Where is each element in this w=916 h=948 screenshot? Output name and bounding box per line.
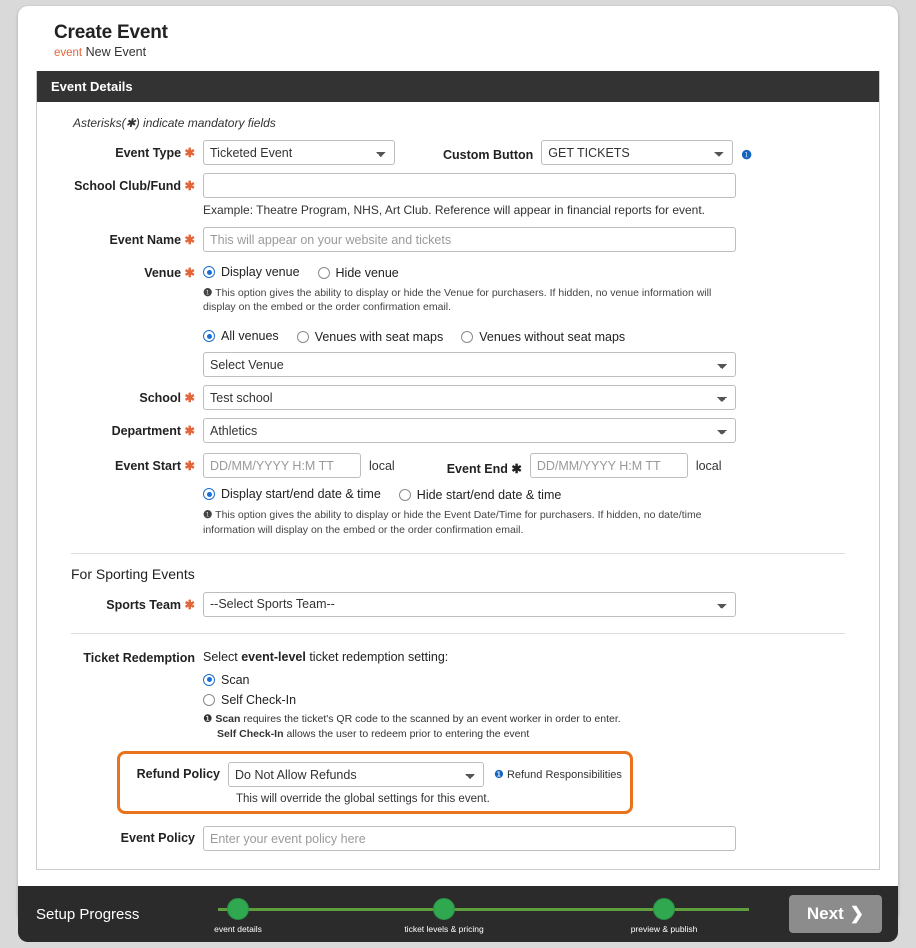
required-asterisk-icon: ✱ bbox=[184, 266, 195, 280]
venue-hide-label: Hide venue bbox=[335, 266, 399, 280]
ticket-redemption-intro bbox=[203, 646, 865, 664]
event-type-label-text: Event Type bbox=[115, 146, 182, 160]
refund-policy-highlight bbox=[117, 751, 633, 814]
required-asterisk-icon: ✱ bbox=[184, 391, 195, 406]
ticket-redemption-intro-prefix: Select bbox=[203, 649, 242, 664]
event-end-input[interactable] bbox=[530, 453, 688, 478]
school-select[interactable] bbox=[203, 385, 736, 410]
sports-team-label bbox=[51, 592, 203, 612]
department-label-text: Department bbox=[111, 424, 182, 439]
department-row bbox=[51, 418, 865, 443]
breadcrumb-current: New Event bbox=[85, 45, 147, 59]
ticket-redemption-control bbox=[203, 646, 865, 744]
event-name-input[interactable] bbox=[203, 227, 736, 252]
custom-button-select[interactable] bbox=[541, 140, 733, 165]
school-club-fund-input[interactable] bbox=[203, 173, 736, 198]
divider bbox=[71, 633, 845, 634]
school-label-text: School bbox=[139, 391, 182, 406]
venue-display-label: Display venue bbox=[221, 265, 300, 279]
department-control bbox=[203, 418, 865, 443]
venue-filter-seatmaps[interactable] bbox=[297, 326, 444, 344]
sporting-section-title: For Sporting Events bbox=[71, 565, 195, 582]
info-icon: ❶ bbox=[203, 712, 213, 725]
school-label bbox=[51, 385, 203, 405]
radio-icon[interactable] bbox=[461, 331, 473, 343]
event-start-label bbox=[51, 453, 203, 473]
setup-progress-footer bbox=[18, 886, 898, 942]
progress-bar bbox=[176, 886, 789, 942]
progress-step-ticket-levels[interactable] bbox=[389, 898, 499, 934]
redemption-scan-label: Scan bbox=[221, 672, 250, 687]
event-name-label bbox=[51, 227, 203, 247]
mandatory-fields-note: Asterisks(✱) indicate mandatory fields bbox=[73, 116, 276, 130]
venue-filter-all-label: All venues bbox=[221, 329, 279, 344]
event-start-input[interactable] bbox=[203, 453, 361, 478]
venue-visibility-group bbox=[203, 260, 865, 280]
event-datetime-control bbox=[203, 453, 865, 536]
info-icon: ❶ bbox=[494, 769, 504, 782]
department-select[interactable] bbox=[203, 418, 736, 443]
redemption-note-self-bold: Self Check-In bbox=[217, 728, 284, 741]
school-club-fund-row bbox=[51, 173, 865, 217]
event-type-select[interactable] bbox=[203, 140, 395, 165]
progress-step-preview-publish[interactable] bbox=[609, 898, 719, 934]
event-datetime-row bbox=[51, 453, 865, 536]
radio-icon[interactable] bbox=[203, 266, 215, 278]
datetime-hide-option[interactable] bbox=[399, 484, 562, 502]
required-asterisk-icon: ✱ bbox=[511, 461, 522, 476]
venue-label-text: Venue bbox=[144, 266, 182, 280]
step-dot-icon bbox=[433, 898, 455, 920]
school-club-fund-label-text: School Club/Fund bbox=[74, 179, 182, 193]
event-end-timezone: local bbox=[695, 458, 722, 473]
custom-button-label: Custom Button bbox=[443, 148, 534, 162]
radio-icon[interactable] bbox=[203, 330, 215, 342]
required-asterisk-icon: ✱ bbox=[184, 179, 195, 193]
venue-select-wrap bbox=[203, 352, 865, 377]
event-datetime-inputs bbox=[203, 453, 865, 478]
datetime-display-label: Display start/end date & time bbox=[221, 487, 381, 502]
school-club-fund-helper: Example: Theatre Program, NHS, Art Club. Reference will appear in financial reports for event. bbox=[203, 203, 706, 217]
required-asterisk-icon: ✱ bbox=[184, 597, 195, 612]
refund-policy-control bbox=[228, 762, 484, 787]
redemption-note bbox=[203, 712, 865, 744]
datetime-info-text: This option gives the ability to display or hide the Event Date/Time for purchasers. If hidden, no date/time information will display on the embed or the order confirmation email. bbox=[203, 509, 702, 536]
venue-select[interactable] bbox=[203, 352, 736, 377]
sports-team-control bbox=[203, 592, 865, 617]
datetime-hide-label: Hide start/end date & time bbox=[416, 488, 562, 503]
event-start-label-text: Event Start bbox=[115, 459, 182, 474]
step-dot-icon bbox=[227, 898, 249, 920]
event-end-label-text: Event End bbox=[446, 461, 508, 476]
school-club-fund-control bbox=[203, 173, 865, 217]
breadcrumb-prefix: event bbox=[54, 47, 83, 59]
event-policy-row bbox=[51, 826, 865, 851]
radio-icon[interactable] bbox=[203, 694, 215, 706]
event-type-row bbox=[51, 140, 865, 165]
info-icon: ❶ bbox=[203, 509, 213, 522]
event-name-label-text: Event Name bbox=[109, 233, 182, 247]
radio-icon[interactable] bbox=[318, 267, 330, 279]
required-asterisk-icon: ✱ bbox=[184, 459, 195, 474]
sports-team-select[interactable] bbox=[203, 592, 736, 617]
refund-policy-row bbox=[130, 762, 620, 787]
venue-info-note bbox=[203, 286, 743, 314]
venue-label bbox=[51, 260, 203, 280]
venue-filter-seatmaps-label: Venues with seat maps bbox=[314, 330, 444, 345]
school-club-fund-label bbox=[51, 173, 203, 193]
radio-icon[interactable] bbox=[297, 331, 309, 343]
required-asterisk-icon: ✱ bbox=[184, 146, 195, 160]
breadcrumb bbox=[54, 45, 880, 59]
create-event-card bbox=[18, 6, 898, 922]
event-start-timezone: local bbox=[369, 458, 395, 473]
event-policy-control bbox=[203, 826, 865, 851]
refund-policy-label: Refund Policy bbox=[136, 767, 220, 782]
venue-filter-all[interactable] bbox=[203, 325, 279, 343]
redemption-note-scan-bold: Scan bbox=[215, 712, 241, 725]
venue-control bbox=[203, 260, 865, 377]
event-name-row bbox=[51, 227, 865, 252]
setup-progress-title: Setup Progress bbox=[36, 905, 140, 923]
event-policy-label: Event Policy bbox=[120, 831, 195, 846]
refund-policy-helper: This will override the global settings for this event. bbox=[236, 793, 490, 806]
venue-display-option[interactable] bbox=[203, 261, 300, 279]
event-end-label bbox=[447, 456, 522, 476]
sports-team-label-text: Sports Team bbox=[106, 597, 182, 612]
ticket-redemption-intro-bold: event-level bbox=[241, 649, 306, 664]
redemption-note-scan-text: requires the ticket's QR code to the scanned by an event worker in order to enter. bbox=[240, 712, 621, 725]
divider bbox=[71, 553, 845, 554]
radio-icon[interactable] bbox=[203, 488, 215, 500]
redemption-option-self-checkin[interactable] bbox=[203, 689, 865, 707]
ticket-redemption-intro-suffix: ticket redemption setting: bbox=[305, 649, 449, 664]
step-label: ticket levels & pricing bbox=[404, 924, 484, 934]
venue-hide-option[interactable] bbox=[318, 262, 399, 280]
required-asterisk-icon: ✱ bbox=[184, 424, 195, 439]
radio-icon[interactable] bbox=[399, 489, 411, 501]
ticket-redemption-label: Ticket Redemption bbox=[83, 650, 195, 665]
department-label bbox=[51, 418, 203, 438]
venue-filter-group bbox=[203, 324, 865, 344]
step-label: event details bbox=[214, 924, 262, 934]
info-icon: ❶ bbox=[203, 287, 213, 299]
venue-filter-noseatmaps[interactable] bbox=[461, 326, 625, 344]
datetime-info-note bbox=[203, 508, 743, 536]
info-icon[interactable]: ❶ bbox=[741, 147, 753, 162]
venue-filter-noseatmaps-label: Venues without seat maps bbox=[479, 330, 626, 345]
redemption-self-checkin-label: Self Check-In bbox=[221, 692, 297, 707]
event-type-label bbox=[51, 140, 203, 160]
event-policy-input[interactable] bbox=[203, 826, 736, 851]
page-title: Create Event bbox=[54, 22, 168, 43]
chevron-right-icon: ❯ bbox=[849, 904, 864, 923]
redemption-option-scan[interactable] bbox=[203, 669, 865, 687]
school-row bbox=[51, 385, 865, 410]
refund-responsibilities[interactable] bbox=[494, 762, 622, 781]
datetime-visibility-group bbox=[203, 482, 865, 502]
redemption-note-self-text: allows the user to redeem prior to entering the event bbox=[283, 728, 530, 741]
step-dot-icon bbox=[653, 898, 675, 920]
sports-team-row bbox=[51, 592, 865, 617]
school-control bbox=[203, 385, 865, 410]
step-label: preview & publish bbox=[630, 924, 698, 934]
progress-step-event-details[interactable] bbox=[183, 898, 293, 934]
ticket-redemption-row bbox=[51, 646, 865, 744]
venue-row bbox=[51, 260, 865, 377]
panel-title: Event Details bbox=[37, 71, 879, 102]
event-details-panel bbox=[36, 71, 880, 870]
card-inner bbox=[18, 6, 898, 59]
datetime-display-option[interactable] bbox=[203, 483, 381, 501]
refund-responsibilities-label: Refund Responsibilities bbox=[506, 769, 622, 782]
event-name-control bbox=[203, 227, 865, 252]
event-type-control bbox=[203, 140, 865, 165]
venue-info-text: This option gives the ability to display or hide the Venue for purchasers. If hidden, no venue information will display on the embed or the order confirmation email. bbox=[203, 287, 712, 314]
radio-icon[interactable] bbox=[203, 674, 215, 686]
next-button-label: Next bbox=[806, 904, 844, 923]
redemption-note-self-line bbox=[217, 727, 865, 743]
required-asterisk-icon: ✱ bbox=[184, 233, 195, 247]
next-button[interactable] bbox=[789, 895, 882, 933]
refund-policy-select[interactable] bbox=[228, 762, 484, 787]
panel-body bbox=[37, 102, 879, 869]
